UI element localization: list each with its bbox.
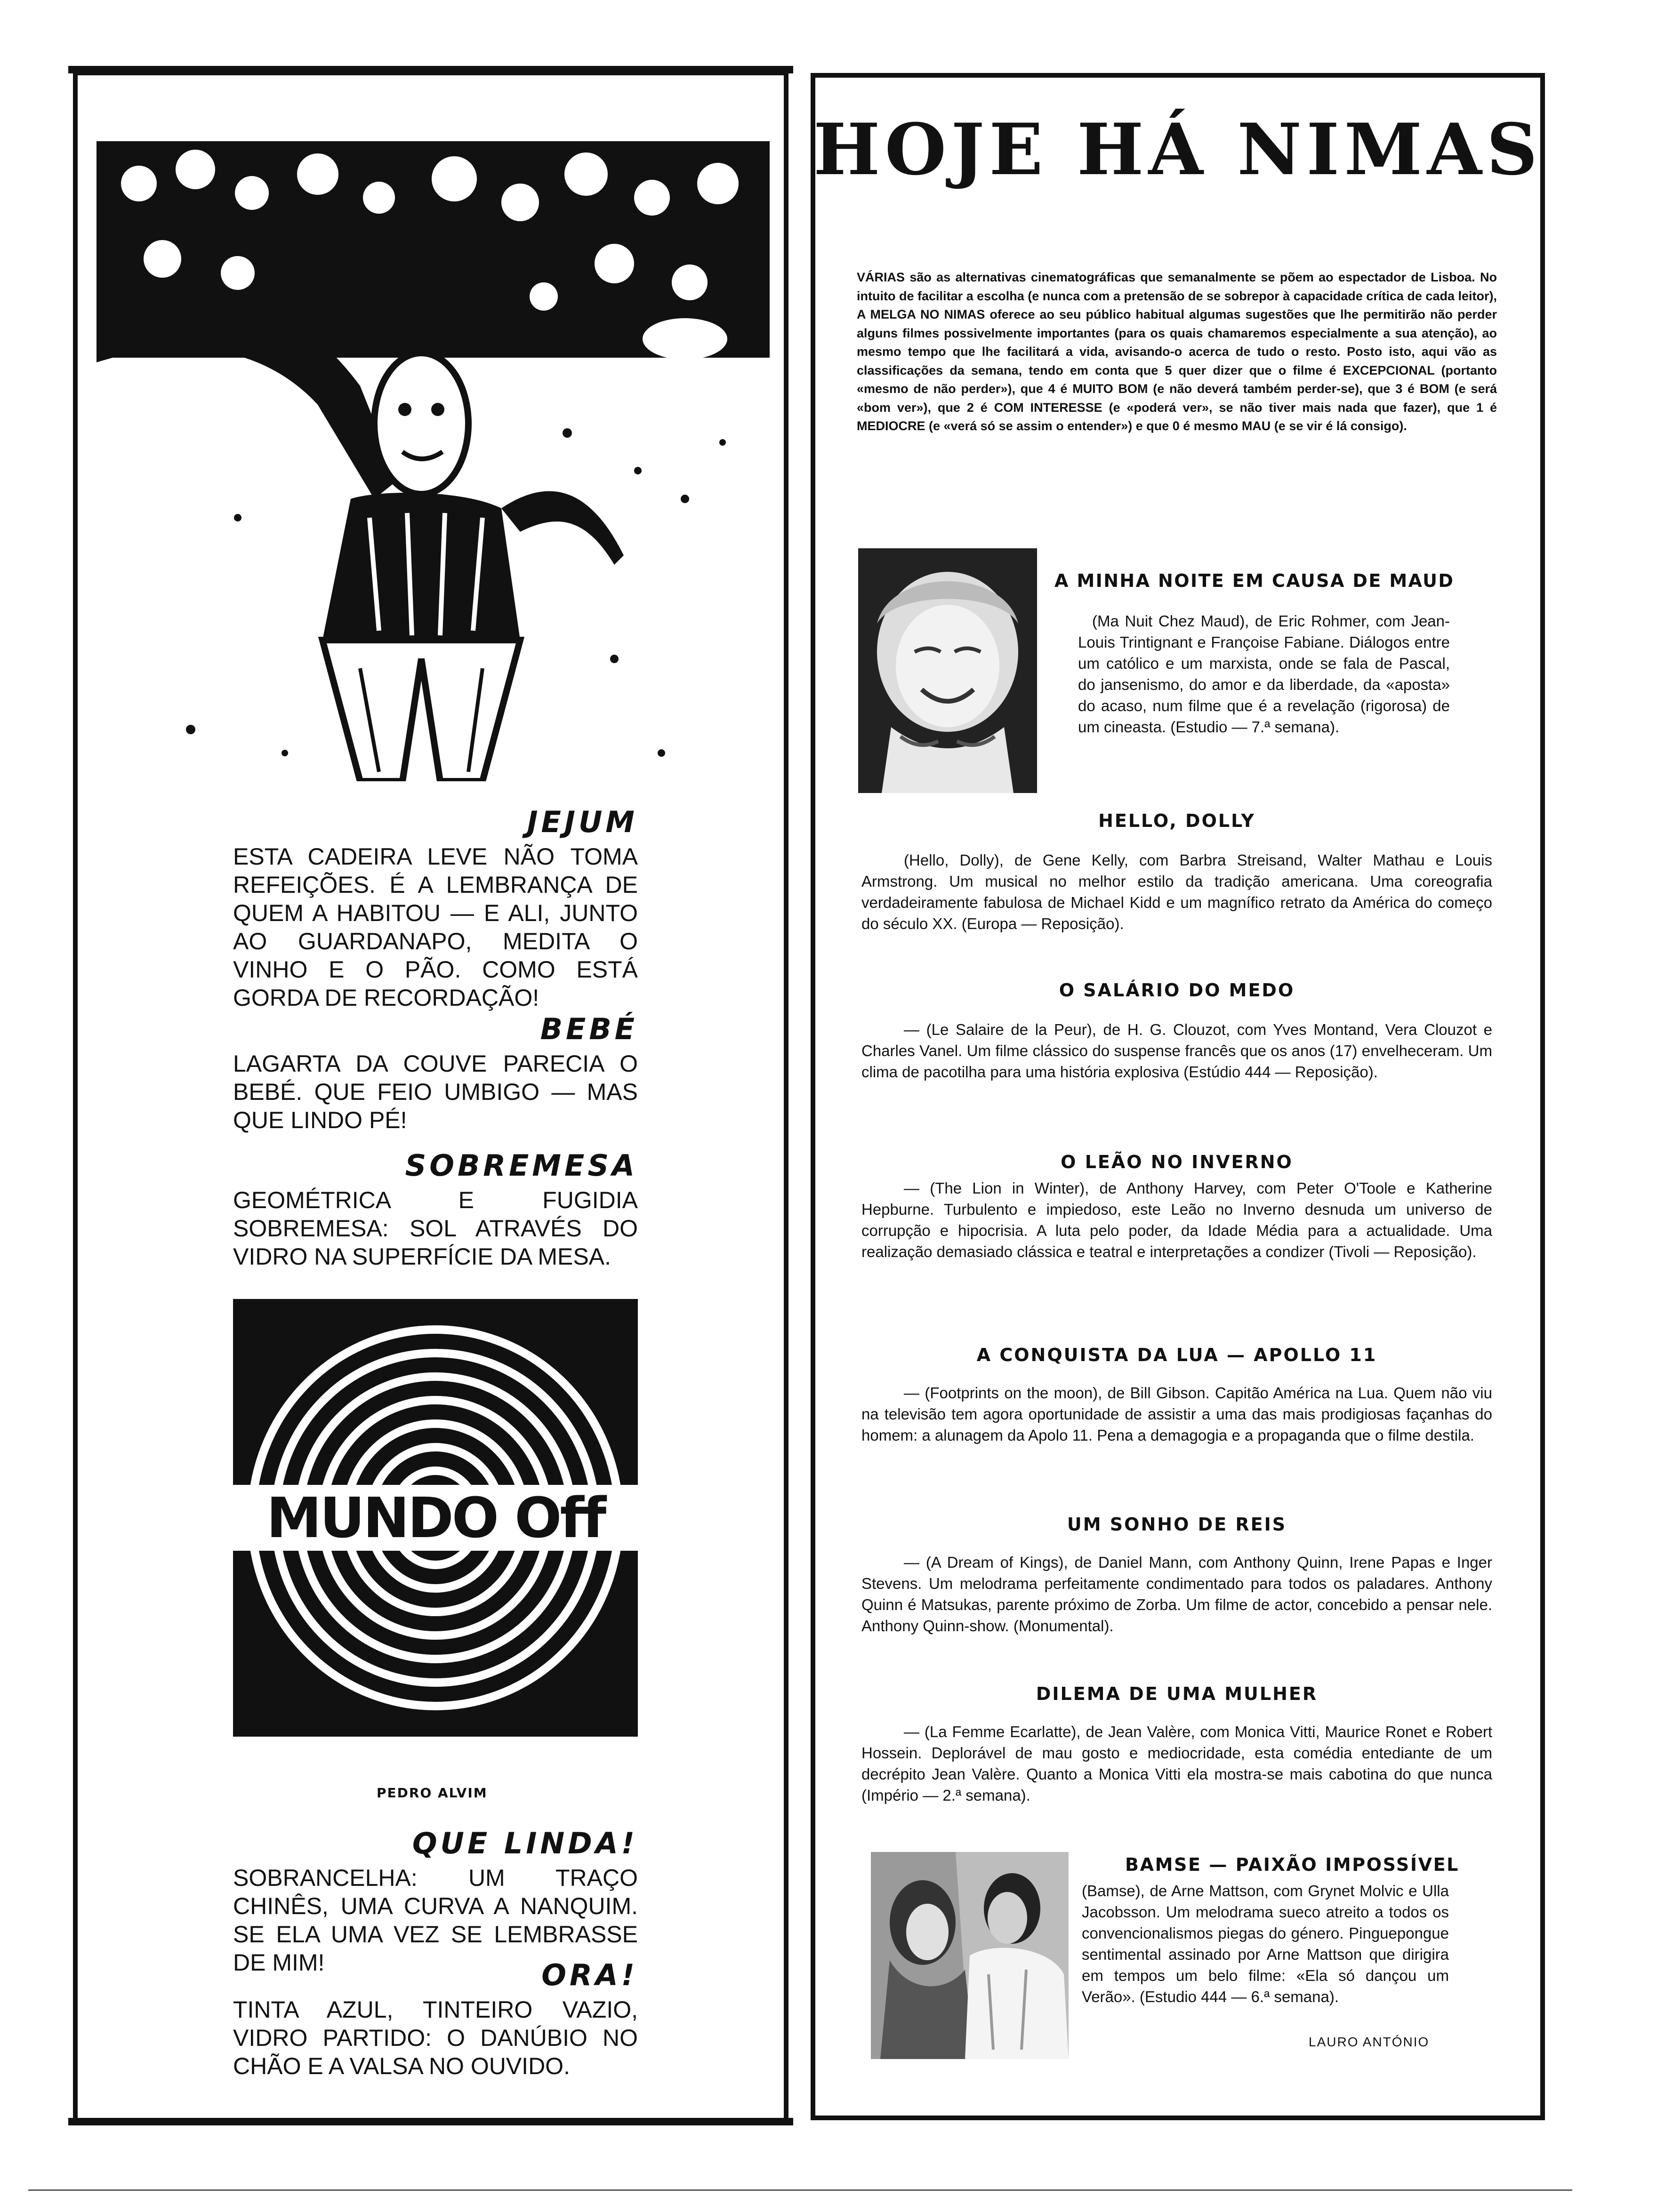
left-top-rule	[68, 66, 793, 73]
maud-photo-art	[858, 548, 1037, 793]
section-sobremesa	[233, 1148, 638, 1290]
section-text: SOBRANCELHA: UM TRAÇO CHINÊS, UMA CURVA A NANQUIM. SE ELA UMA VEZ SE LEMBRASSE DE MIM!	[233, 1865, 638, 1976]
section-title: ORA!	[541, 1958, 638, 1992]
section-title: JEJUM	[527, 805, 638, 839]
section-title: QUE LINDA!	[412, 1826, 638, 1860]
section-ora	[233, 1958, 638, 2099]
page-title: HOJE HÁ NIMAS	[813, 108, 1543, 191]
film-text-hello-dolly: (Hello, Dolly), de Gene Kelly, com Barbra Streisand, Walter Mathau e Louis Armstrong. Um musical no melhor estilo da tradição americana. Uma coreografia verdadeiramente fabulosa de Michael Kidd e um magnífico retrato da América do começo do século XX. (Europa — Reposição).	[861, 851, 1492, 932]
section-title: BEBÉ	[540, 1012, 638, 1046]
maud-photo	[858, 548, 1037, 793]
film-title-bamse: BAMSE — PAIXÃO IMPOSSÍVEL	[1125, 1854, 1459, 1875]
section-title: SOBREMESA	[405, 1148, 638, 1183]
crowd-photo	[97, 141, 770, 781]
intro-paragraph: VÁRIAS são as alternativas cinematográficas que semanalmente se põem ao espectador de Lisboa. No intuito de facilitar a escolha (e nunca com a pretensão de se sobrepor à capacidade crítica de cada leitor), A MELGA NO NIMAS oferece ao seu público habitual algumas sugestões que lhe permitirão não perder alguns filmes possivelmente importantes (para os quais chamaremos especialmente a sua atenção), ao mesmo tempo que lhe facilitará a vida, avisando-o acerca de tudo o resto. Posto isto, aqui vão as classificações da semana, tendo em conta que 5 quer dizer que o filme é EXCEPCIONAL (portanto «mesmo de não perder»), que 4 é MUITO BOM (e não deverá também perder-se), que 3 é BOM (e será «bom ver»), que 2 é COM INTERESSE (e «poderá ver», se não tiver mais nada que fazer), que 1 é MEDIOCRE (e «verá só se assim o entender») e que 0 é mesmo MAU (e se vir é lá consigo).	[857, 270, 1497, 433]
film-text-leao: — (The Lion in Winter), de Anthony Harvey, com Peter O'Toole e Katherine Hepburne. Turbulento e impiedoso, este Leão no Inverno desnuda um universo de corrupção e hipocrisia. A luta pelo poder, da Idade Média para a actualidade. Uma realização demasiado clássica e teatral e interpretações a condizer (Tivoli — Reposição).	[861, 1179, 1492, 1260]
film-text-salario: — (Le Salaire de la Peur), de H. G. Clouzot, com Yves Montand, Vera Clouzot e Charles Vanel. Um filme clássico do suspense francês que os anos (17) envelheceram. Um clima de pacotilha para uma história explosiva (Estúdio 444 — Reposição).	[861, 1021, 1492, 1081]
section-bebe	[233, 1012, 638, 1158]
bamse-photo-art	[871, 1852, 1069, 2059]
mundo-off-logo-text: MUNDO Off	[266, 1485, 605, 1550]
left-author: PEDRO ALVIM	[377, 1785, 488, 1801]
section-text: ESTA CADEIRA LEVE NÃO TOMA REFEIÇÕES. É A LEMBRANÇA DE QUEM A HABITOU — E ALI, JUNTO AO GUARDANAPO, MEDITA O VINHO E O PÃO. COMO ESTÁ GORDA DE RECORDAÇÃO!	[233, 843, 638, 1011]
film-text-bamse: (Bamse), de Arne Mattson, com Grynet Molvic e Ulla Jacobsson. Um melodrama sueco atreito a todos os convencionalismos piegas do género. Pinguepongue sentimental assinado por Arne Mattson que dirigira em tempos um belo filme: «Ela só dançou um Verão». (Estudio 444 — 6.ª semana).	[1082, 1882, 1449, 2005]
section-text: GEOMÉTRICA E FUGIDIA SOBREMESA: SOL ATRAVÉS DO VIDRO NA SUPERFÍCIE DA MESA.	[233, 1187, 638, 1270]
film-title-dilema: DILEMA DE UMA MULHER	[1036, 1683, 1318, 1704]
film-title-sonho: UM SONHO DE REIS	[1067, 1514, 1287, 1535]
film-title-apollo: A CONQUISTA DA LUA — APOLLO 11	[976, 1345, 1377, 1365]
right-author: LAURO ANTÓNIO	[1309, 2035, 1430, 2049]
film-title-maud: A MINHA NOITE EM CAUSA DE MAUD	[1054, 570, 1455, 591]
crowd-photo-art	[97, 141, 770, 781]
film-title-hello-dolly: HELLO, DOLLY	[1098, 810, 1255, 831]
film-text-maud: (Ma Nuit Chez Maud), de Eric Rohmer, com Jean-Louis Trintignant e Françoise Fabiane. Diálogos entre um católico e um marxista, onde se fala de Pascal, do jansenismo, do amor e da liberdade, da «aposta» do acaso, num filme que é a revelação (rigorosa) de um cineasta. (Estudio — 7.ª semana).	[1078, 612, 1450, 736]
section-text: LAGARTA DA COUVE PARECIA O BEBÉ. QUE FEIO UMBIGO — MAS QUE LINDO PÉ!	[233, 1050, 638, 1133]
left-bottom-rule	[68, 2118, 793, 2125]
mundo-off-graphic	[233, 1299, 638, 1737]
film-text-apollo: — (Footprints on the moon), de Bill Gibson. Capitão América na Lua. Quem não viu na televisão tem agora oportunidade de assistir a uma das mais prodigiosas façanhas do homem: a alunagem da Apolo 11. Pena a demagogia e a propaganda que o filme destila.	[861, 1384, 1492, 1444]
film-text-dilema: — (La Femme Ecarlatte), de Jean Valère, com Monica Vitti, Maurice Ronet e Robert Hossein. Deplorável de mau gosto e mediocridade, esta comédia entediante de um decrépito Jean Valère. Quanto a Monica Vitti ela mostra-se mais cabotina do que nunca (Império — 2.ª semana).	[861, 1723, 1492, 1804]
page-bottom-rule	[28, 2189, 1572, 2191]
film-text-sonho: — (A Dream of Kings), de Daniel Mann, com Anthony Quinn, Irene Papas e Inger Stevens. Um melodrama perfeitamente condimentado para todos os paladares. Anthony Quinn é Matsukas, parente próximo de Zorba. Um filme de actor, concebido a pensar nele. Anthony Quinn-show. (Monumental).	[861, 1554, 1492, 1635]
section-text: TINTA AZUL, TINTEIRO VAZIO, VIDRO PARTIDO: O DANÚBIO NO CHÃO E A VALSA NO OUVIDO.	[233, 1996, 638, 2079]
film-title-leao: O LEÃO NO INVERNO	[1061, 1152, 1293, 1172]
film-title-salario: O SALÁRIO DO MEDO	[1059, 980, 1295, 1001]
bamse-photo	[871, 1852, 1069, 2059]
